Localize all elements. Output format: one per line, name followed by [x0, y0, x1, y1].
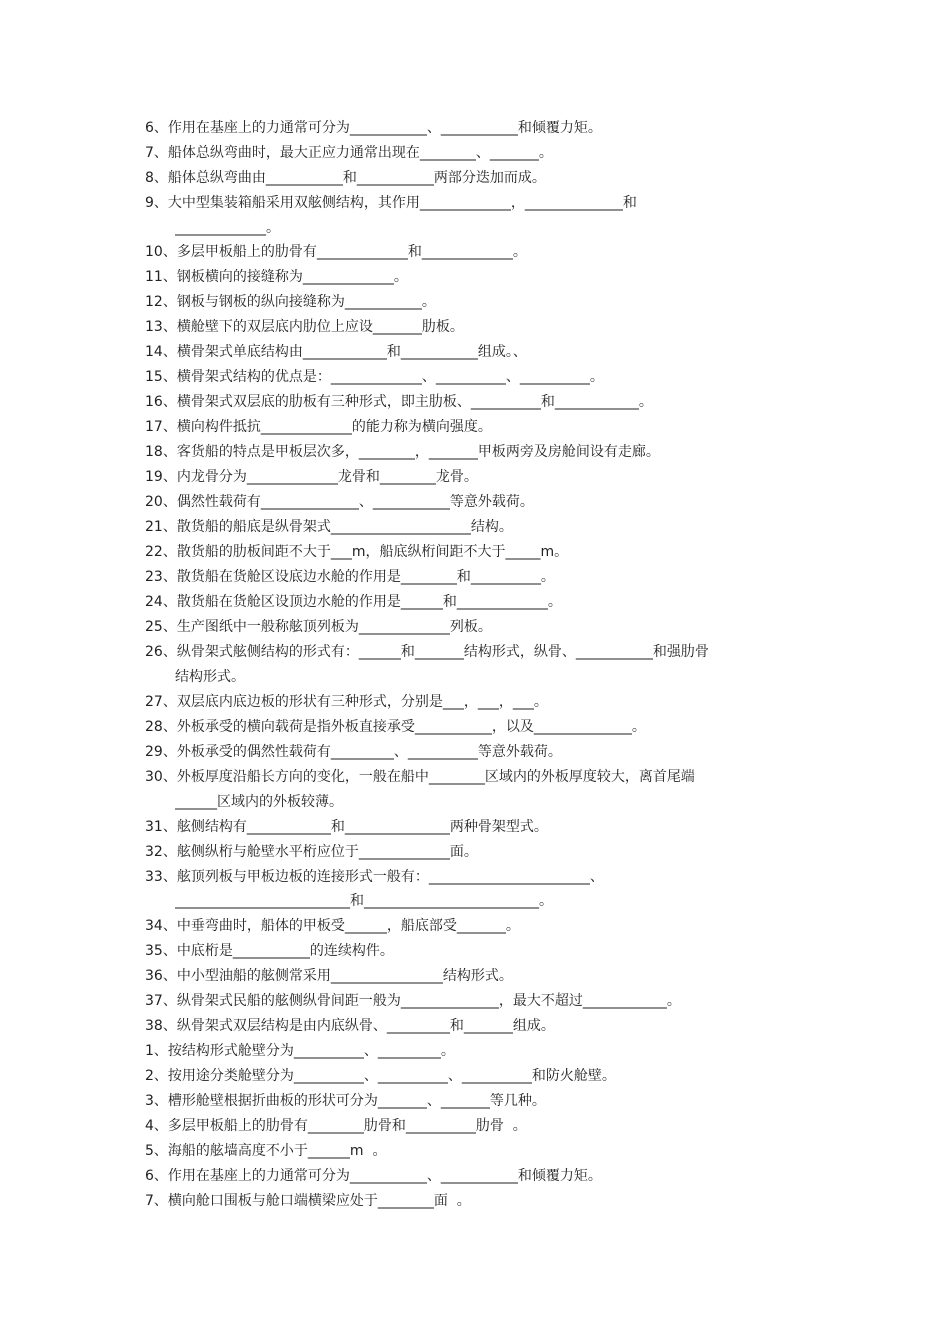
question-line: 15、横骨架式结构的优点是：_____________、__________、__________。: [145, 369, 604, 385]
question-line: 25、生产图纸中一般称舷顶列板为_____________列板。: [145, 619, 492, 635]
question-line: 37、纵骨架式民船的舷侧纵骨间距一般为______________，最大不超过____________。: [145, 993, 681, 1009]
question-line: 7、横向舱口围板与舱口端横梁应处于________面 。: [145, 1193, 471, 1209]
question-line: 3、槽形舱壁根据折曲板的形状可分为_______、_______等几种。: [145, 1093, 546, 1109]
question-line: 23、散货船在货舱区设底边水舱的作用是________和__________。: [145, 569, 555, 585]
question-line: 30、外板厚度沿船长方向的变化，一般在船中________区域内的外板厚度较大，离首尾端: [145, 769, 695, 785]
question-line: 2、按用途分类舱壁分为__________、__________、__________和防火舱壁。: [145, 1068, 616, 1084]
question-line: 11、钢板横向的接缝称为_____________。: [145, 269, 408, 285]
question-line: 7、船体总纵弯曲时，最大正应力通常出现在________、_______。: [145, 145, 553, 161]
question-line-continuation: _________________________和_________________________。: [175, 893, 553, 909]
question-line: 8、船体总纵弯曲由___________和___________两部分迭加而成。: [145, 170, 546, 186]
question-line: 17、横向构件抵抗_____________的能力称为横向强度。: [145, 419, 492, 435]
question-line: 19、内龙骨分为_____________龙骨和________龙骨。: [145, 469, 478, 485]
question-line: 9、大中型集装箱船采用双舷侧结构，其作用_____________，______________和: [145, 195, 637, 211]
question-line: 22、散货船的肋板间距不大于___m，船底纵桁间距不大于_____m。: [145, 544, 569, 560]
question-line: 34、中垂弯曲时，船体的甲板受______，船底部受_______。: [145, 918, 520, 934]
question-line: 6、作用在基座上的力通常可分为___________、___________和倾覆力矩。: [145, 1168, 602, 1184]
question-line: 29、外板承受的偶然性载荷有_________、__________等意外载荷。: [145, 744, 562, 760]
question-line-continuation: 结构形式。: [175, 669, 245, 685]
question-line-continuation: ______区域内的外板较薄。: [175, 794, 343, 810]
question-line: 14、横骨架式单底结构由____________和___________组成。、: [145, 344, 527, 360]
question-line: 20、偶然性载荷有______________、___________等意外载荷。: [145, 494, 534, 510]
question-line: 28、外板承受的横向载荷是指外板直接承受___________，以及______________。: [145, 719, 646, 735]
question-line: 38、纵骨架式双层结构是由内底纵骨、_________和_______组成。: [145, 1018, 555, 1034]
question-line: 26、纵骨架式舷侧结构的形式有：______和_______结构形式，纵骨、___________和强肋骨: [145, 644, 709, 660]
question-line: 24、散货船在货舱区设顶边水舱的作用是______和_____________。: [145, 594, 562, 610]
question-line: 5、海船的舷墙高度不小于______m 。: [145, 1143, 387, 1159]
question-line: 1、按结构形式舱壁分为__________、_________。: [145, 1043, 455, 1059]
question-line: 31、舷侧结构有____________和_______________两种骨架型式。: [145, 819, 548, 835]
question-line: 6、作用在基座上的力通常可分为___________、___________和倾覆力矩。: [145, 120, 602, 136]
question-line: 18、客货船的特点是甲板层次多，________，_______甲板两旁及房舱间设有走廊。: [145, 444, 660, 460]
question-line: 36、中小型油船的舷侧常采用________________结构形式。: [145, 968, 513, 984]
question-line: 32、舷侧纵桁与舱壁水平桁应位于_____________面。: [145, 844, 478, 860]
question-line: 16、横骨架式双层底的肋板有三种形式，即主肋板、__________和____________。: [145, 394, 653, 410]
question-line: 33、舷顶列板与甲板边板的连接形式一般有：_______________________、: [145, 869, 604, 885]
question-line: 4、多层甲板船上的肋骨有________肋骨和__________肋骨 。: [145, 1118, 527, 1134]
question-line-continuation: _____________。: [175, 220, 280, 236]
question-line: 13、横舱壁下的双层底内肋位上应设_______肋板。: [145, 319, 464, 335]
question-line: 12、钢板与钢板的纵向接缝称为___________。: [145, 294, 436, 310]
question-line: 27、双层底内底边板的形状有三种形式，分别是___，___，___。: [145, 694, 548, 710]
question-line: 35、中底桁是___________的连续构件。: [145, 943, 394, 959]
question-line: 10、多层甲板船上的肋骨有_____________和_____________。: [145, 244, 527, 260]
question-line: 21、散货船的船底是纵骨架式____________________结构。: [145, 519, 513, 535]
